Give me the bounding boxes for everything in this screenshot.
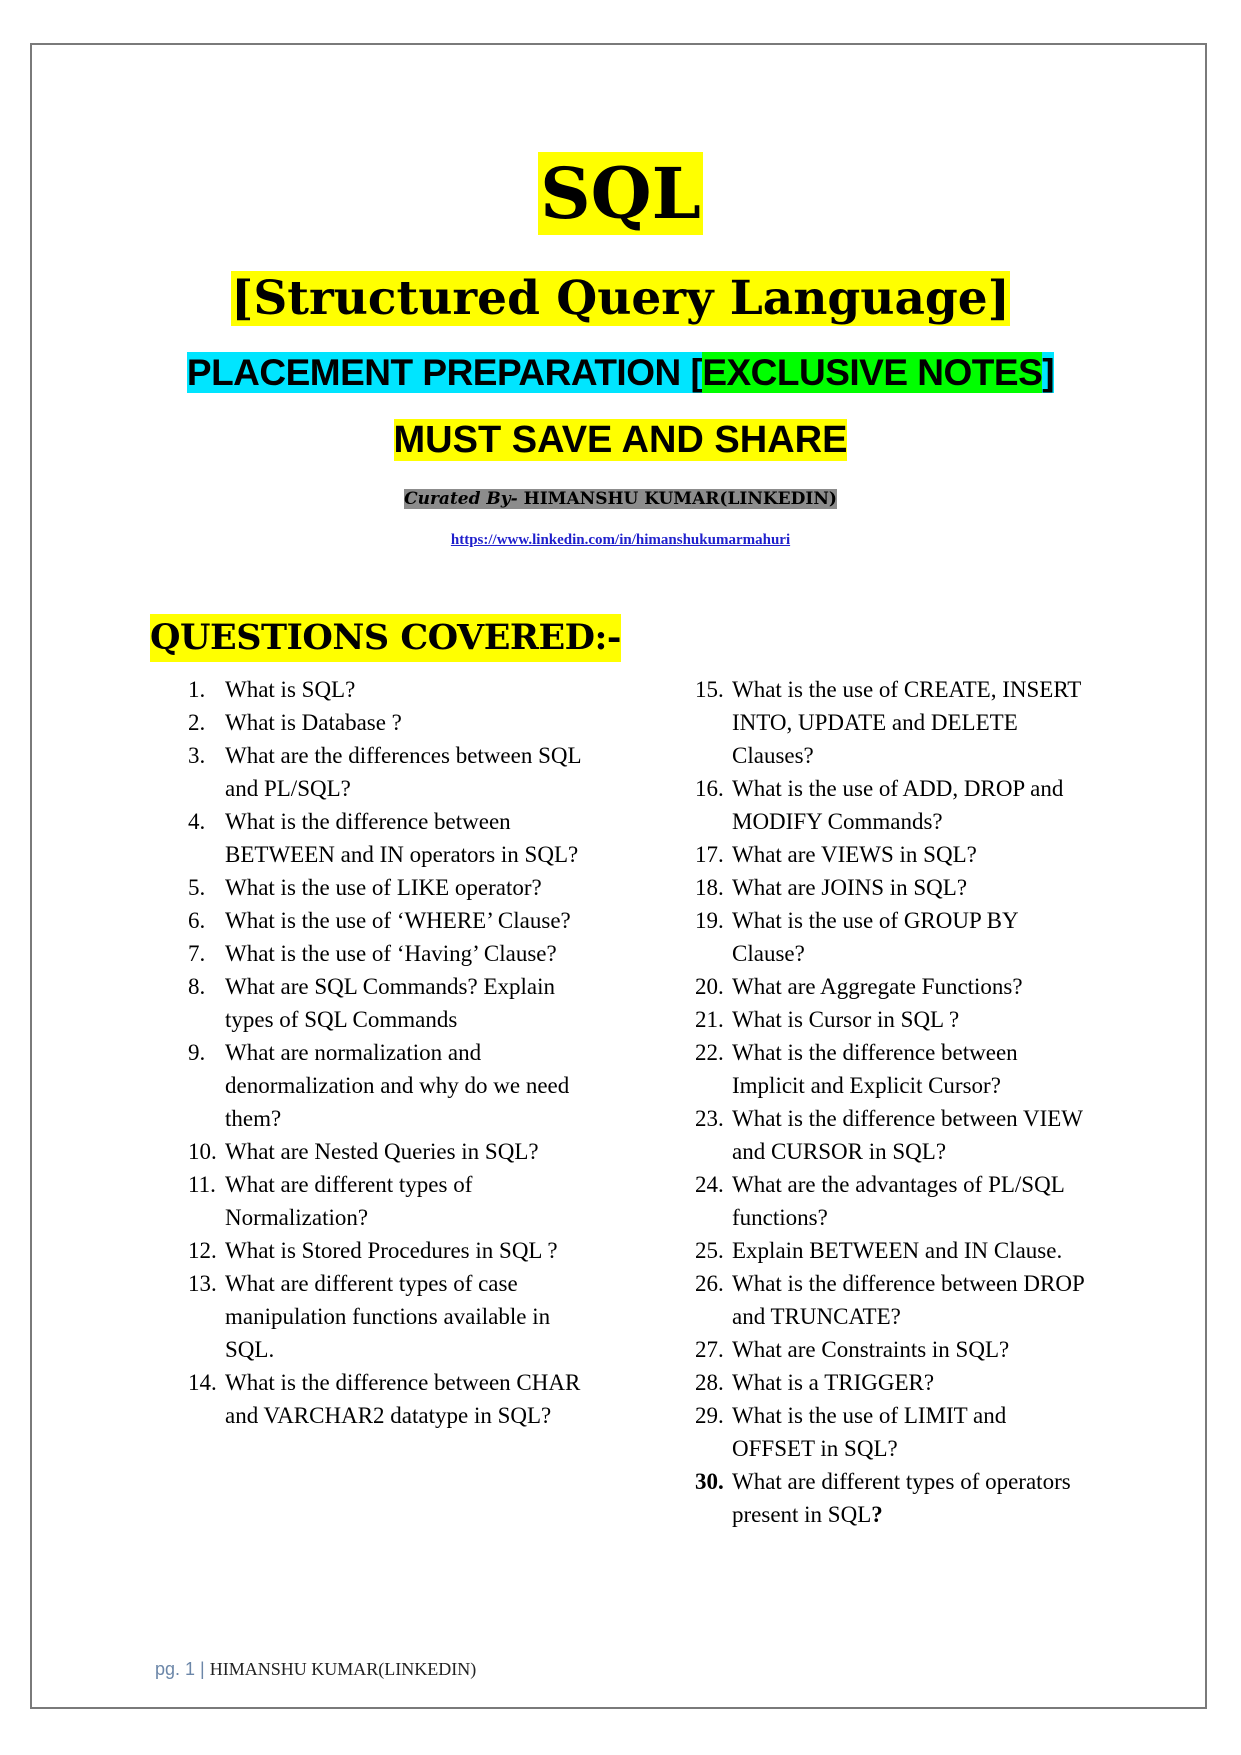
list-item: 9. What are normalization and denormalization and why do we need them? xyxy=(188,1040,570,1131)
placement-suffix: ] xyxy=(1042,352,1055,393)
footer-author: HIMANSHU KUMAR(LINKEDIN) xyxy=(209,1659,477,1679)
list-item: 20. What are Aggregate Functions? xyxy=(695,974,1023,999)
list-item: 26. What is the difference between DROP and TRUNCATE? xyxy=(695,1271,1084,1329)
curator-name: HIMANSHU KUMAR(LINKEDIN) xyxy=(517,489,837,509)
placement-highlight: EXCLUSIVE NOTES xyxy=(702,352,1043,393)
list-item: 29. What is the use of LIMIT and OFFSET in SQL? xyxy=(695,1403,1007,1461)
list-item: 16. What is the use of ADD, DROP and MODIFY Commands? xyxy=(695,776,1064,834)
list-item: 3. What are the differences between SQL and PL/SQL? xyxy=(188,743,581,801)
document-subtitle xyxy=(0,266,1241,332)
list-item: 21. What is Cursor in SQL ? xyxy=(695,1007,960,1032)
questions-list-right xyxy=(695,673,1085,1531)
list-item: 2. What is Database ? xyxy=(188,710,402,735)
placement-prefix: PLACEMENT PREPARATION [ xyxy=(186,352,703,393)
questions-heading: QUESTIONS COVERED:- xyxy=(150,614,621,662)
curated-by-label: Curated By- xyxy=(404,489,518,509)
title-text: SQL xyxy=(540,152,701,235)
list-item: 17. What are VIEWS in SQL? xyxy=(695,842,977,867)
subtitle-text: [Structured Query Language] xyxy=(231,271,1010,326)
page-footer xyxy=(155,1657,476,1681)
curated-by xyxy=(0,487,1241,511)
list-item: 7. What is the use of ‘Having’ Clause? xyxy=(188,941,557,966)
questions-list-left xyxy=(188,673,588,1432)
list-item: 1. What is SQL? xyxy=(188,677,356,702)
must-save-heading xyxy=(0,416,1241,464)
document-title xyxy=(0,148,1241,240)
list-item: 12. What is Stored Procedures in SQL ? xyxy=(188,1238,558,1263)
list-item: 13. What are different types of case manipulation functions available in SQL. xyxy=(188,1271,551,1362)
list-item: 18. What are JOINS in SQL? xyxy=(695,875,968,900)
list-item: 8. What are SQL Commands? Explain types of SQL Commands xyxy=(188,974,556,1032)
profile-link[interactable]: https://www.linkedin.com/in/himanshukumarmahuri xyxy=(450,532,791,548)
list-item: 19. What is the use of GROUP BY Clause? xyxy=(695,908,1018,966)
list-item: 24. What are the advantages of PL/SQL functions? xyxy=(695,1172,1064,1230)
must-save-text: MUST SAVE AND SHARE xyxy=(393,419,848,461)
list-item: 30. What are different types of operators present in SQL? xyxy=(695,1469,1071,1527)
page-number: pg. 1 | xyxy=(155,1659,210,1679)
list-item: 22. What is the difference between Implicit and Explicit Cursor? xyxy=(695,1040,1018,1098)
list-item: 23. What is the difference between VIEW and CURSOR in SQL? xyxy=(695,1106,1083,1164)
list-item: 10. What are Nested Queries in SQL? xyxy=(188,1139,539,1164)
list-item: 11. What are different types of Normalization? xyxy=(188,1172,473,1230)
list-item: 28. What is a TRIGGER? xyxy=(695,1370,935,1395)
list-item: 6. What is the use of ‘WHERE’ Clause? xyxy=(188,908,571,933)
list-item: 14. What is the difference between CHAR and VARCHAR2 datatype in SQL? xyxy=(188,1370,581,1428)
placement-heading xyxy=(0,349,1241,397)
list-item: 5. What is the use of LIKE operator? xyxy=(188,875,542,900)
list-item: 4. What is the difference between BETWEEN and IN operators in SQL? xyxy=(188,809,579,867)
list-item: 25. Explain BETWEEN and IN Clause. xyxy=(695,1238,1063,1263)
list-item: 15. What is the use of CREATE, INSERT INTO, UPDATE and DELETE Clauses? xyxy=(695,677,1081,768)
profile-link-line xyxy=(0,530,1241,550)
list-item: 27. What are Constraints in SQL? xyxy=(695,1337,1010,1362)
